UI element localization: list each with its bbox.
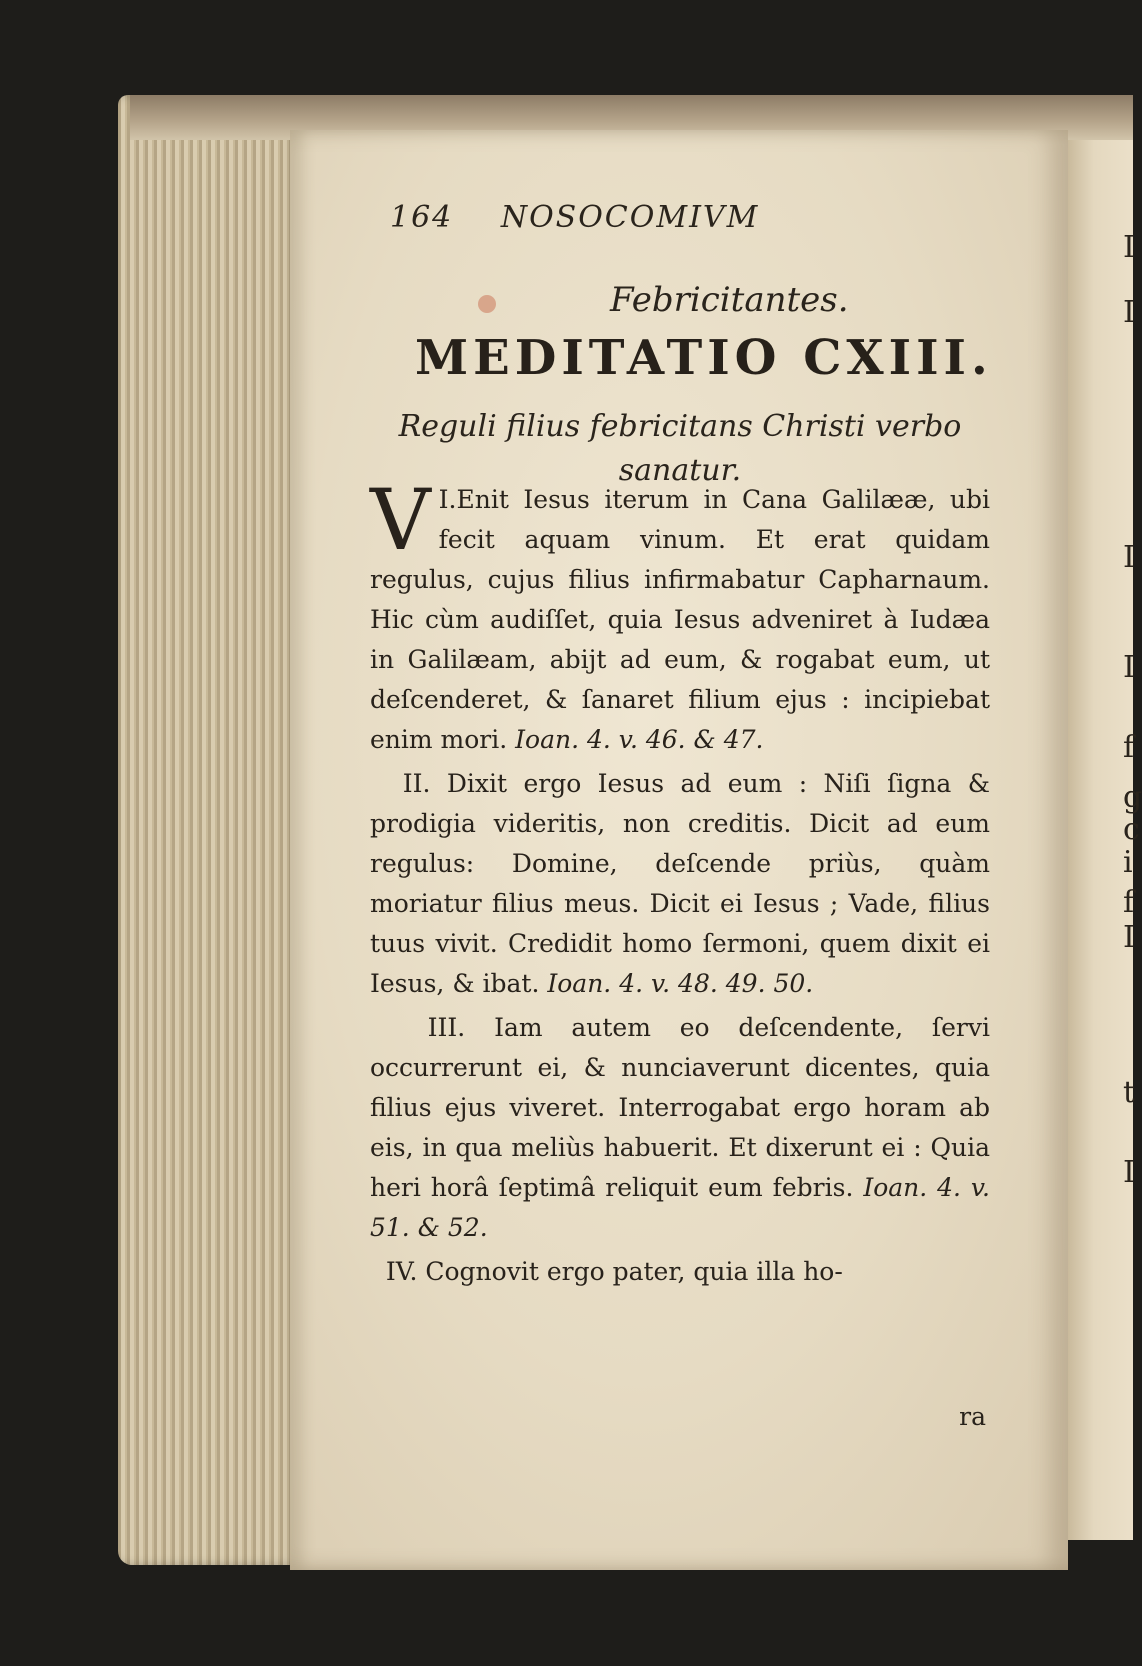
catchword: ra — [959, 1402, 986, 1431]
next-page-glyph: I — [1123, 295, 1135, 330]
scripture-reference: Ioan. 4. v. 51. & 52. — [370, 1173, 990, 1242]
book-fore-edge — [118, 95, 298, 1565]
paragraph — [370, 1252, 990, 1292]
scripture-reference: Ioan. 4. v. 46. & 47. — [515, 725, 764, 754]
running-header — [390, 200, 990, 235]
next-page-glyph: i — [1123, 845, 1133, 880]
paragraph-number: I. — [438, 485, 457, 514]
book-page — [290, 130, 1068, 1570]
meditation-title: MEDITATIO CXIII. — [415, 330, 993, 386]
paragraph-text: Dixit ergo Iesus ad eum : Niſi ſigna & prodigia videritis, non creditis. Dicit ad eum regulus: Domine, deſcende priùs, quàm moriatur filius meus. Dicit ei Iesus ; Vade, filius tuus vivit. Credidit homo ſermoni, quem dixit ei Iesus, & ibat. — [370, 769, 990, 998]
next-page-glyph: I — [1123, 1155, 1135, 1190]
scripture-reference: Ioan. 4. v. 48. 49. 50. — [547, 969, 814, 998]
paragraph-number: III. — [427, 1013, 466, 1042]
body-text — [370, 471, 990, 1296]
paragraph — [370, 471, 990, 760]
next-page — [1068, 140, 1142, 1540]
paragraph-text: Enit Iesus iterum in Cana Galilææ, ubi fecit aquam vinum. Et erat quidam regulus, cujus filius infirmabatur Capharnaum. Hic cùm audiſſet, quia Iesus adveniret à Iudæa in Galilæam, abijt ad eum, & rogabat eum, ut deſcenderet, & ſanaret filium ejus : incipiebat enim mori. — [370, 485, 990, 754]
next-page-glyph: I — [1123, 230, 1135, 265]
next-page-glyph: I — [1123, 920, 1135, 955]
page-number: 164 — [390, 200, 454, 235]
ink-stain — [478, 295, 496, 313]
paragraph-text: Cognovit ergo pater, quia illa ho- — [425, 1257, 843, 1286]
paragraph — [370, 764, 990, 1004]
subtitle: Febricitantes. — [610, 280, 849, 320]
next-page-glyph: I — [1123, 540, 1135, 575]
paragraph-text: Iam autem eo deſcendente, ſervi occurrerunt ei, & nunciaverunt dicentes, quia filius ejus viveret. Interrogabat ergo horam ab eis, in qua meliùs habuerit. Et dixerunt ei : Quia heri horâ ſeptimâ reliquit eum febris. — [370, 1013, 990, 1202]
paragraph-number: II. — [402, 769, 431, 798]
next-page-glyph: c — [1123, 812, 1140, 847]
next-page-glyph: f — [1123, 885, 1135, 920]
next-page-glyph: g — [1123, 780, 1142, 815]
paragraph-number: IV. — [385, 1257, 418, 1286]
next-page-glyph: f — [1123, 730, 1135, 765]
next-page-glyph: I — [1123, 650, 1135, 685]
drop-cap: V — [370, 471, 431, 569]
next-page-glyph: t — [1123, 1075, 1136, 1110]
running-title: NOSOCOMIVM — [500, 200, 760, 235]
caption: Reguli filius febricitans Christi verbo sanatur. — [398, 409, 962, 488]
paragraph — [370, 1008, 990, 1248]
